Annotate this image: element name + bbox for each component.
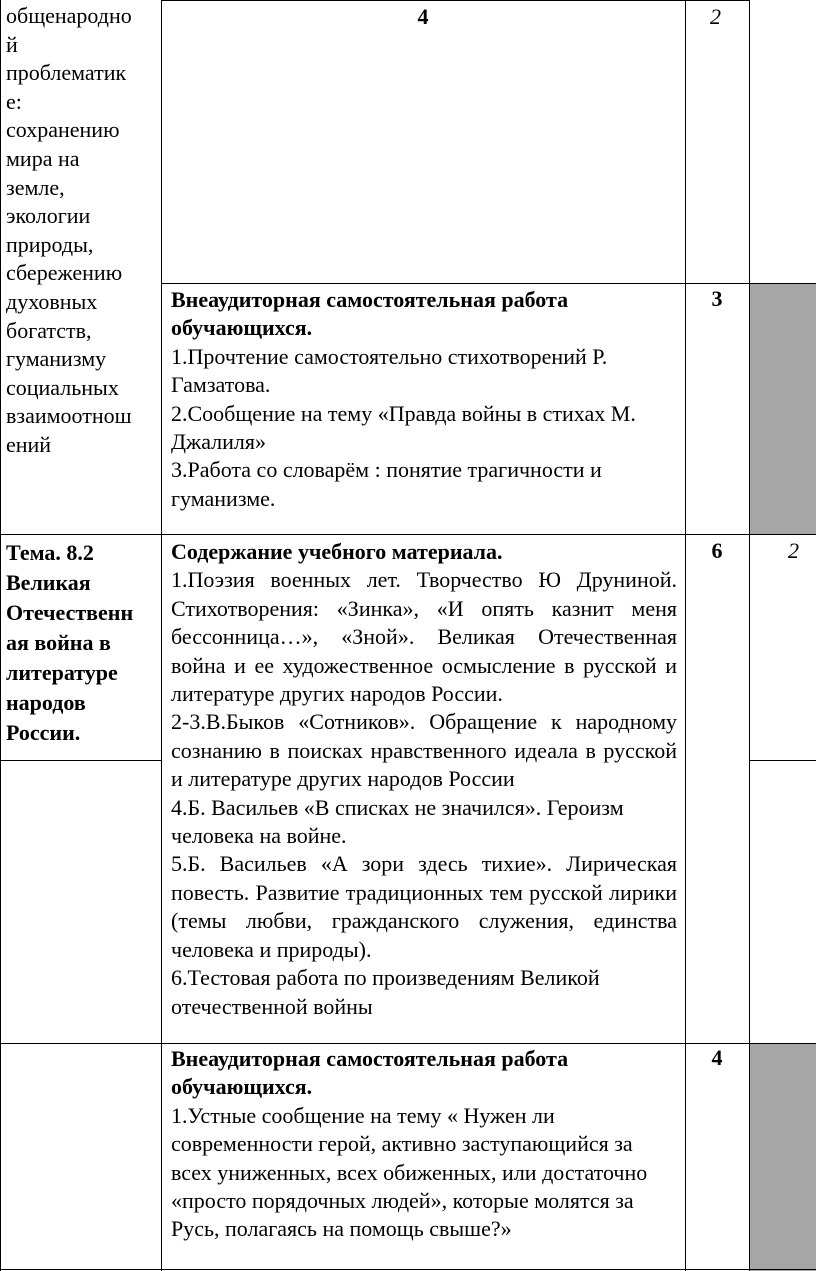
content-heading: Содержание учебного материала. (171, 539, 503, 564)
self-study-item: 1.Устные сообщение на тему « Нужен ли современности герой, активно заступающийся за всех униженных, всех обиженных, или достаточно «просто порядочных людей», которые молятся за Русь, полагаясь на помощь свыше?» (171, 1102, 648, 1242)
grid-line-v4 (749, 0, 750, 1271)
self-study-block-1 (171, 286, 677, 513)
grid-line-h-top (161, 0, 750, 1)
content-block (171, 538, 677, 1021)
content-item: 5.Б. Васильев «А зори здесь тихие». Лирическая повесть. Развитие традиционных тем русской лирики (темы любви, гражданского служения, единства человека и природы). (171, 851, 677, 962)
self-study-heading: Внеаудиторная самостоятельная работа обучающихся. (171, 1046, 569, 1100)
grid-line-v2 (161, 0, 162, 1271)
row3-level: 2 (788, 538, 799, 563)
self-study-item: 1.Прочтение самостоятельно стихотворений Р. Гамзатова. (171, 343, 608, 398)
grid-line-h-row2-top (161, 283, 816, 284)
self-study-item: 3.Работа со словарём : понятие трагичности и гуманизме. (171, 457, 602, 511)
self-study-item: 2.Сообщение на тему «Правда войны в стихах М. Джалиля» (171, 400, 636, 455)
row1-level: 2 (710, 4, 721, 29)
content-item: 4.Б. Васильев «В списках не значился». Героизм человека на войне. (171, 794, 624, 849)
row3-hours: 6 (711, 538, 723, 563)
content-item: 2-3.В.Быков «Сотников». Обращение к народному сознанию в поисках нравственного идеала в русской и литературе других народов России (171, 709, 677, 792)
theme-description: общенародно й проблематик е: сохранению мира на земле, экологии природы, сбережению духовных богатств, гуманизму социальных взаимоотнош ений (6, 3, 132, 457)
grid-line-h-row4-top (0, 1043, 816, 1044)
grid-line-h-row3-top (0, 534, 816, 535)
content-item: 1.Поэзия военных лет. Творчество Ю Друниной. Стихотворения: «Зинка», «И опять казнит меня бессонница…», «Зной». Великая Отечественная война и ее художественное осмысление в русской и литературе других народов России. (171, 567, 677, 707)
self-study-heading: Внеаудиторная самостоятельная работа обучающихся. (171, 287, 569, 341)
topic-title: Тема. 8.2 Великая Отечественн ая война в литературе народов России. (6, 540, 134, 745)
row2-hours: 3 (711, 286, 723, 311)
shaded-cell-row2 (750, 283, 816, 534)
content-item: 6.Тестовая работа по произведениям Великой отечественной войны (171, 965, 600, 1019)
self-study-block-2 (171, 1045, 661, 1244)
grid-line-h-mid-left (0, 760, 161, 761)
row1-hours-mid: 4 (417, 4, 429, 29)
grid-line-h-mid-right (749, 760, 816, 761)
grid-line-v1 (0, 0, 1, 1271)
grid-line-h-bottom (0, 1269, 816, 1270)
grid-line-v3 (685, 0, 686, 1271)
shaded-cell-row4 (750, 1043, 816, 1271)
row4-hours: 4 (711, 1045, 723, 1070)
